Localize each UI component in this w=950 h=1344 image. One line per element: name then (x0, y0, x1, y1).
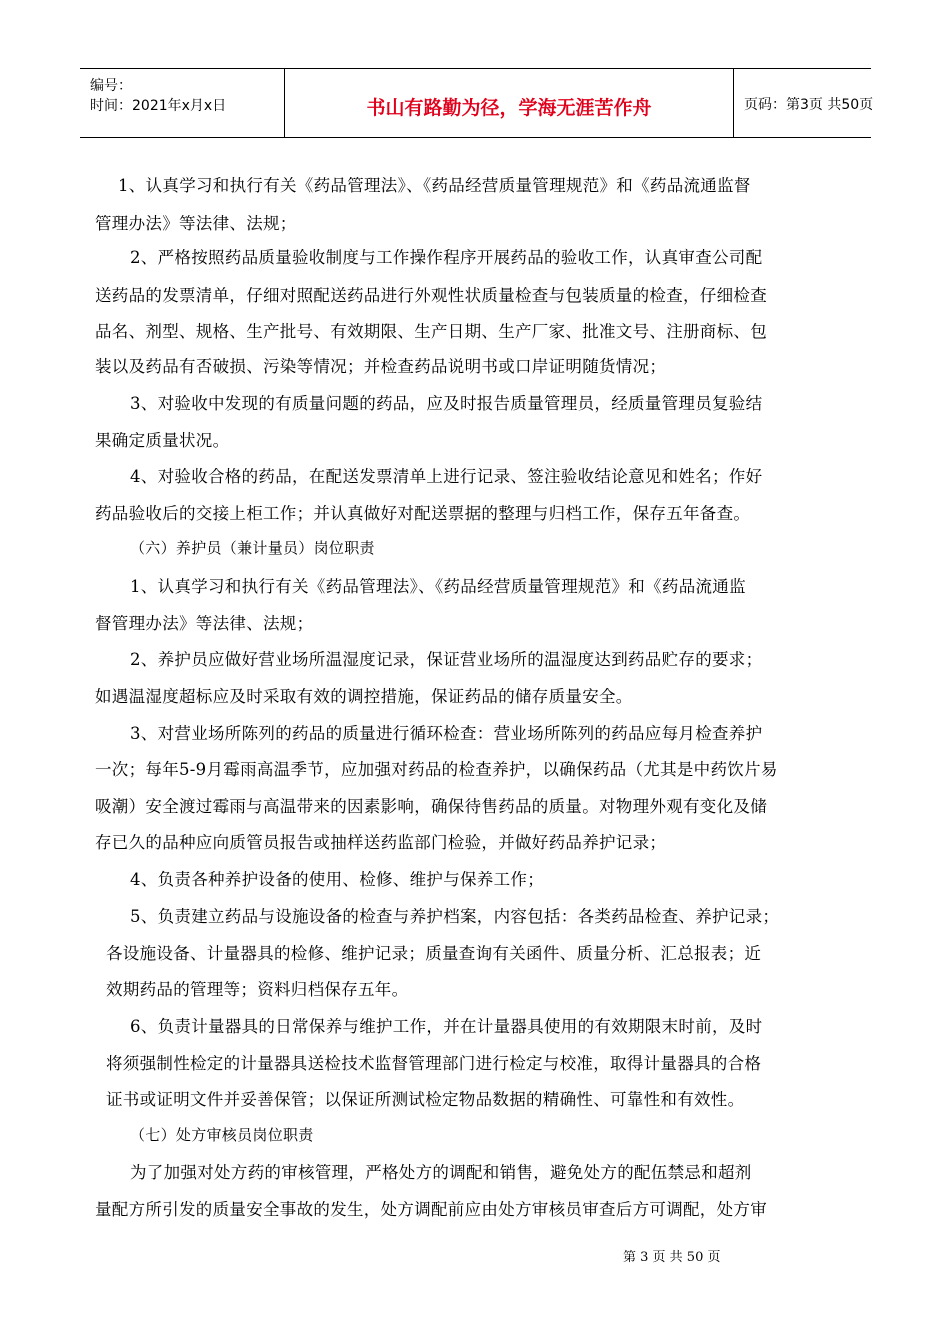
body-line: 督管理办法》等法律、法规； (95, 614, 314, 633)
body-line: 果确定质量状况。 (95, 431, 230, 450)
section-heading: （六）养护员（兼计量员）岗位职责 (130, 539, 375, 557)
header-page-cell (734, 69, 874, 137)
body-line: 6、负责计量器具的日常保养与维护工作，并在计量器具使用的有效期限末时前，及时 (130, 1017, 763, 1036)
body-line: 将须强制性检定的计量器具送检技术监督管理部门进行检定与校准，取得计量器具的合格 (106, 1054, 762, 1073)
header-motto: 书山有路勤为径，学海无涯苦作舟 (366, 97, 652, 119)
header-motto-cell (285, 69, 734, 137)
body-line: 一次；每年5-9月霉雨高温季节，应加强对药品的检查养护，以确保药品（尤其是中药饮片易 (95, 760, 778, 779)
body-line: 4、负责各种养护设备的使用、检修、维护与保养工作； (130, 870, 544, 889)
body-line: 装以及药品有否破损、污染等情况；并检查药品说明书或口岸证明随货情况； (95, 357, 667, 376)
body-line: 品名、剂型、规格、生产批号、有效期限、生产日期、生产厂家、批准文号、注册商标、包 (95, 322, 767, 341)
body-line: 为了加强对处方药的审核管理，严格处方的调配和销售，避免处方的配伍禁忌和超剂 (130, 1163, 752, 1182)
body-line: 2、严格按照药品质量验收制度与工作操作程序开展药品的验收工作，认真审查公司配 (130, 248, 763, 267)
body-line: 1、认真学习和执行有关《药品管理法》、《药品经营质量管理规范》和《药品流通监 (130, 577, 746, 596)
body-line: 吸潮）安全渡过霉雨与高温带来的因素影响，确保待售药品的质量。对物理外观有变化及储 (95, 797, 767, 816)
section-heading: （七）处方审核员岗位职责 (130, 1126, 314, 1144)
body-line: 2、养护员应做好营业场所温湿度记录，保证营业场所的温湿度达到药品贮存的要求； (130, 650, 763, 669)
body-line: 1、认真学习和执行有关《药品管理法》、《药品经营质量管理规范》和《药品流通监督 (118, 176, 751, 195)
page-footer: 第 3 页 共 50 页 (623, 1250, 721, 1265)
body-line: 如遇温湿度超标应及时采取有效的调控措施，保证药品的储存质量安全。 (95, 687, 633, 706)
header-page-info: 页码：第3页 共50页 (744, 97, 874, 113)
body-line: 3、对验收中发现的有质量问题的药品，应及时报告质量管理员，经质量管理员复验结 (130, 394, 763, 413)
body-line: 3、对营业场所陈列的药品的质量进行循环检查：营业场所陈列的药品应每月检查养护 (130, 724, 763, 743)
body-line: 量配方所引发的质量安全事故的发生，处方调配前应由处方审核员审查后方可调配，处方审 (95, 1200, 767, 1219)
document-date-label: 时间：2021年x月x日 (90, 98, 227, 114)
body-line: 药品验收后的交接上柜工作；并认真做好对配送票据的整理与归档工作，保存五年备查。 (95, 504, 751, 523)
body-line: 各设施设备、计量器具的检修、维护记录；质量查询有关函件、质量分析、汇总报表；近 (106, 944, 762, 963)
body-line: 4、对验收合格的药品，在配送发票清单上进行记录、签注验收结论意见和姓名；作好 (130, 467, 763, 486)
page-header (80, 68, 874, 138)
body-line: 存已久的品种应向质管员报告或抽样送药监部门检验，并做好药品养护记录； (95, 833, 667, 852)
document-number-label: 编号： (90, 78, 132, 94)
body-line: 5、负责建立药品与设施设备的检查与养护档案，内容包括：各类药品检查、养护记录； (130, 907, 780, 926)
body-line: 管理办法》等法律、法规； (95, 214, 297, 233)
body-line: 证书或证明文件并妥善保管；以保证所测试检定物品数据的精确性、可靠性和有效性。 (106, 1090, 745, 1109)
body-line: 效期药品的管理等；资料归档保存五年。 (106, 980, 409, 999)
body-line: 送药品的发票清单，仔细对照配送药品进行外观性状质量检查与包装质量的检查，仔细检查 (95, 286, 767, 305)
header-meta-cell (80, 69, 285, 137)
